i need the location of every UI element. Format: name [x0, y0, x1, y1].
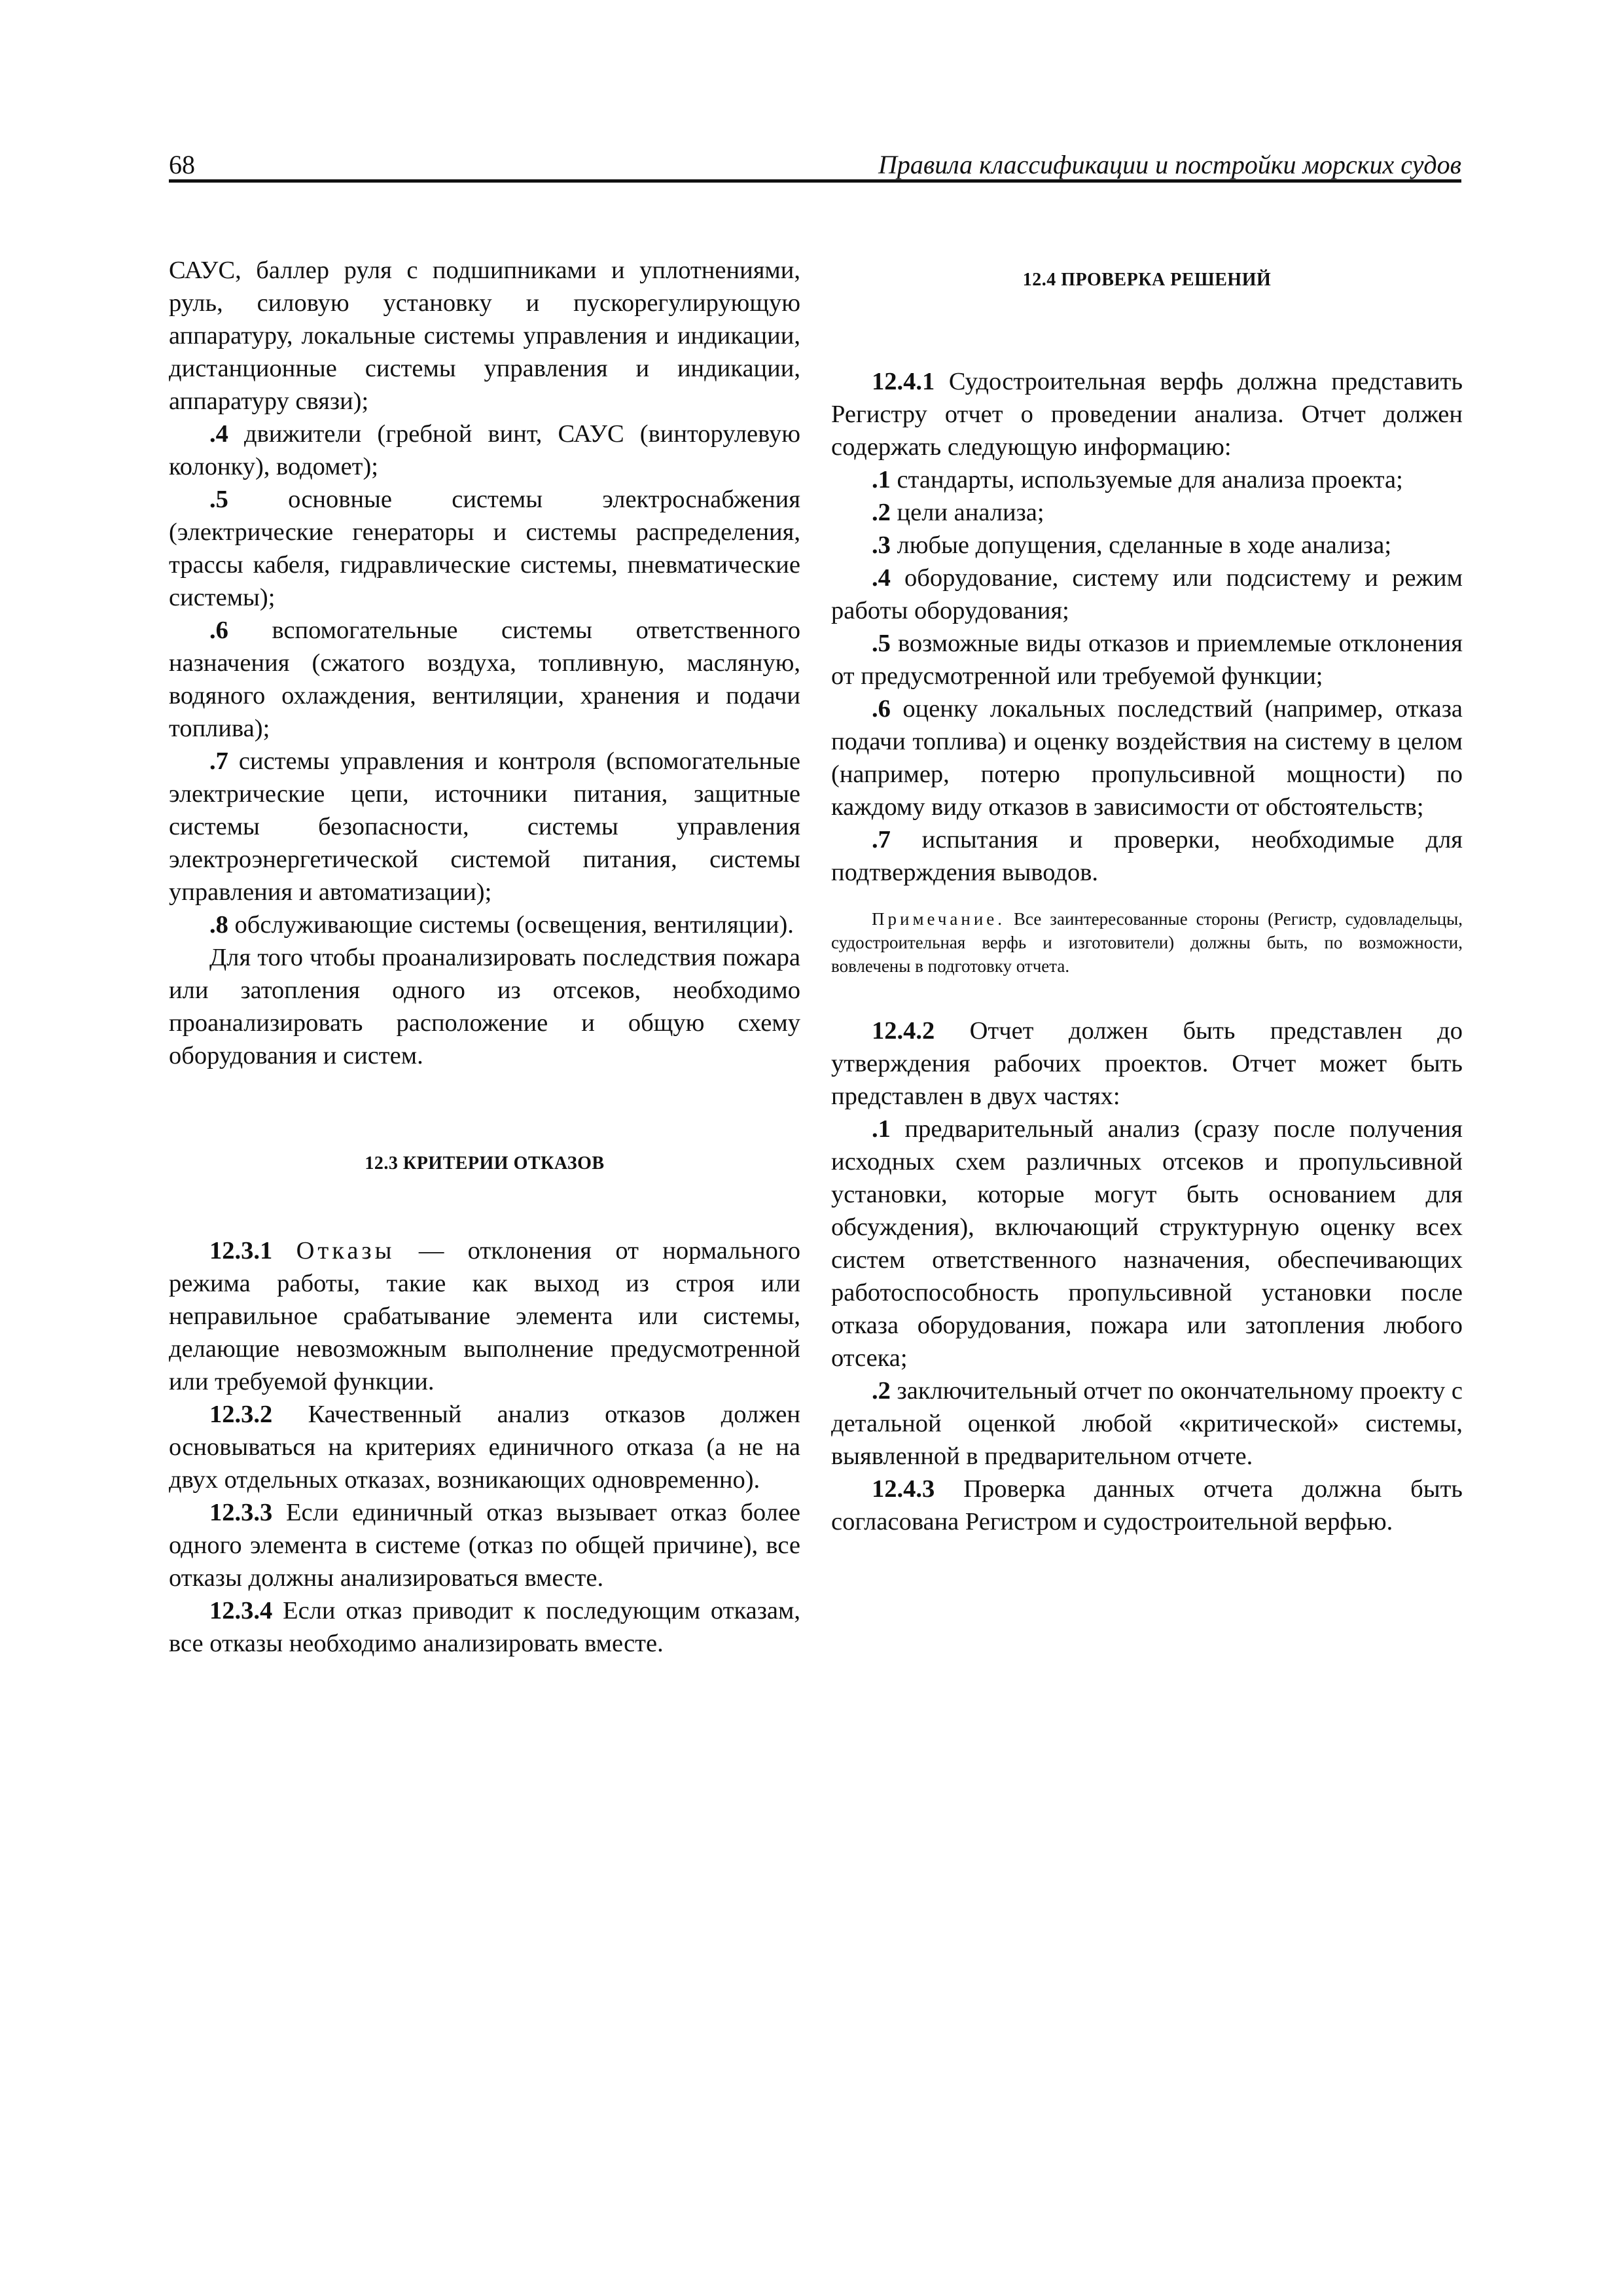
list-item-6	[831, 692, 1463, 823]
clause-number: 12.4.1	[872, 368, 935, 395]
item-text: обслуживающие системы (освещения, вентиляции).	[228, 911, 794, 939]
left-column	[169, 254, 800, 1660]
clause-number: 12.3.4	[209, 1597, 273, 1624]
item-text: движители (гребной винт, САУС (винторулевую колонку), водомет);	[169, 420, 800, 480]
page-number: 68	[169, 150, 195, 179]
list-item-part-1	[831, 1113, 1463, 1374]
item-number: .8	[209, 911, 228, 939]
section-heading-12-4: 12.4 ПРОВЕРКА РЕШЕНИЙ	[1022, 270, 1272, 290]
note	[831, 907, 1463, 978]
item-text: любые допущения, сделанные в ходе анализа;	[890, 531, 1392, 559]
clause-text: — отклонения от нормального режима работы, такие как выход из строя или неправильное срабатывание элемента или системы, делающие невозможным выполнение предусмотренной или требуемой функции.	[169, 1237, 801, 1395]
clause-12-3-2	[169, 1398, 800, 1496]
clause-12-4-2	[831, 1014, 1463, 1113]
item-number: .6	[872, 695, 891, 723]
list-item-8	[169, 908, 800, 941]
clause-term: Отказы	[296, 1237, 395, 1265]
item-text: основные системы электроснабжения (электрические генераторы и системы распределения, трассы кабеля, гидравлические системы, пневматические системы);	[169, 486, 800, 611]
list-item-3	[831, 529, 1463, 562]
list-item-5	[169, 483, 800, 614]
running-title: Правила классификации и постройки морских судов	[878, 150, 1461, 179]
page-header	[169, 145, 1461, 183]
section-heading-12-3: 12.3 КРИТЕРИИ ОТКАЗОВ	[365, 1153, 605, 1174]
item-number: .2	[872, 499, 891, 526]
item-number: .1	[872, 466, 891, 493]
list-item-4	[831, 562, 1463, 627]
clause-text: Если отказ приводит к последующим отказам, все отказы необходимо анализировать вместе.	[169, 1597, 800, 1657]
clause-number: 12.3.1	[209, 1237, 273, 1265]
clause-text: Отчет должен быть представлен до утверждения рабочих проектов. Отчет может быть представлен в двух частях:	[831, 1017, 1463, 1110]
right-column	[831, 254, 1463, 1538]
item-text: предварительный анализ (сразу после получения исходных схем различных отсеков и пропульсивной установки, которые могут быть основанием для обсуждения), включающий структурную оценку всех систем ответственного назначения, обеспечивающих работоспособность пропульсивной установки после отказа оборудования, пожара или затопления любого отсека;	[831, 1115, 1463, 1372]
item-number: .1	[872, 1115, 891, 1143]
item-text: возможные виды отказов и приемлемые отклонения от предусмотренной или требуемой функции;	[831, 630, 1463, 690]
item-number: .5	[872, 630, 891, 657]
list-item-7	[831, 823, 1463, 889]
paragraph-fire-flooding: Для того чтобы проанализировать последствия пожара или затопления одного из отсеков, необходимо проанализировать расположение и общую схему оборудования и систем.	[169, 944, 800, 1069]
clause-text: Судостроительная верфь должна представить Регистру отчет о проведении анализа. Отчет должен содержать следующую информацию:	[831, 368, 1463, 461]
item-number: .4	[209, 420, 228, 448]
list-item-2	[831, 496, 1463, 529]
item-text: заключительный отчет по окончательному проекту с детальной оценкой любой «критической» системы, выявленной в предварительном отчете.	[831, 1377, 1463, 1470]
item-number: .7	[872, 826, 891, 853]
list-item-4	[169, 418, 800, 483]
item-text: стандарты, используемые для анализа проекта;	[890, 466, 1403, 493]
note-text: Все заинтересованные стороны (Регистр, судовладельцы, судостроительная верфь и изготовители) должны быть, по возможности, вовлечены в подготовку отчета.	[831, 909, 1463, 976]
clause-number: 12.3.2	[209, 1401, 273, 1428]
clause-number: 12.4.3	[872, 1475, 935, 1503]
list-item-1	[831, 463, 1463, 496]
clause-number: 12.4.2	[872, 1017, 935, 1045]
item-number: .2	[872, 1377, 891, 1405]
paragraph-continued: САУС, баллер руля с подшипниками и уплотнениями, руль, силовую установку и пускорегулирующую аппаратуру, локальные системы управления и индикации, дистанционные системы управления и индикации, аппаратуру связи);	[169, 257, 800, 415]
item-text: вспомогательные системы ответственного назначения (сжатого воздуха, топливную, масляную, водяного охлаждения, вентиляции, хранения и подачи топлива);	[169, 617, 800, 742]
note-label: Примечание.	[872, 909, 1006, 929]
item-number: .3	[872, 531, 891, 559]
clause-12-3-4	[169, 1594, 800, 1660]
item-text: оборудование, систему или подсистему и режим работы оборудования;	[831, 564, 1463, 624]
item-number: .6	[209, 617, 228, 644]
clause-12-3-3	[169, 1496, 800, 1594]
item-text: оценку локальных последствий (например, отказа подачи топлива) и оценку воздействия на систему в целом (например, потерю пропульсивной мощности) по каждому виду отказов в зависимости от обстоятельств;	[831, 695, 1463, 821]
clause-12-4-3	[831, 1473, 1463, 1538]
item-number: .7	[209, 747, 228, 775]
clause-12-4-1	[831, 365, 1463, 463]
list-item-part-2	[831, 1374, 1463, 1473]
list-item-7	[169, 745, 800, 908]
item-text: испытания и проверки, необходимые для подтверждения выводов.	[831, 826, 1463, 886]
item-number: .4	[872, 564, 891, 592]
clause-text: Качественный анализ отказов должен основываться на критериях единичного отказа (а не на двух отдельных отказах, возникающих одновременно).	[169, 1401, 800, 1494]
clause-12-3-1	[169, 1234, 800, 1398]
item-text: системы управления и контроля (вспомогательные электрические цепи, источники питания, защитные системы безопасности, системы управления электроэнергетической системой питания, системы управления и автоматизации);	[169, 747, 800, 906]
item-text: цели анализа;	[890, 499, 1044, 526]
clause-text: Проверка данных отчета должна быть согласована Регистром и судостроительной верфью.	[831, 1475, 1463, 1535]
list-item-6	[169, 614, 800, 745]
item-number: .5	[209, 486, 228, 513]
list-item-5	[831, 627, 1463, 692]
clause-text: Если единичный отказ вызывает отказ более одного элемента в системе (отказ по общей причине), все отказы должны анализироваться вместе.	[169, 1499, 800, 1592]
clause-number: 12.3.3	[209, 1499, 273, 1526]
